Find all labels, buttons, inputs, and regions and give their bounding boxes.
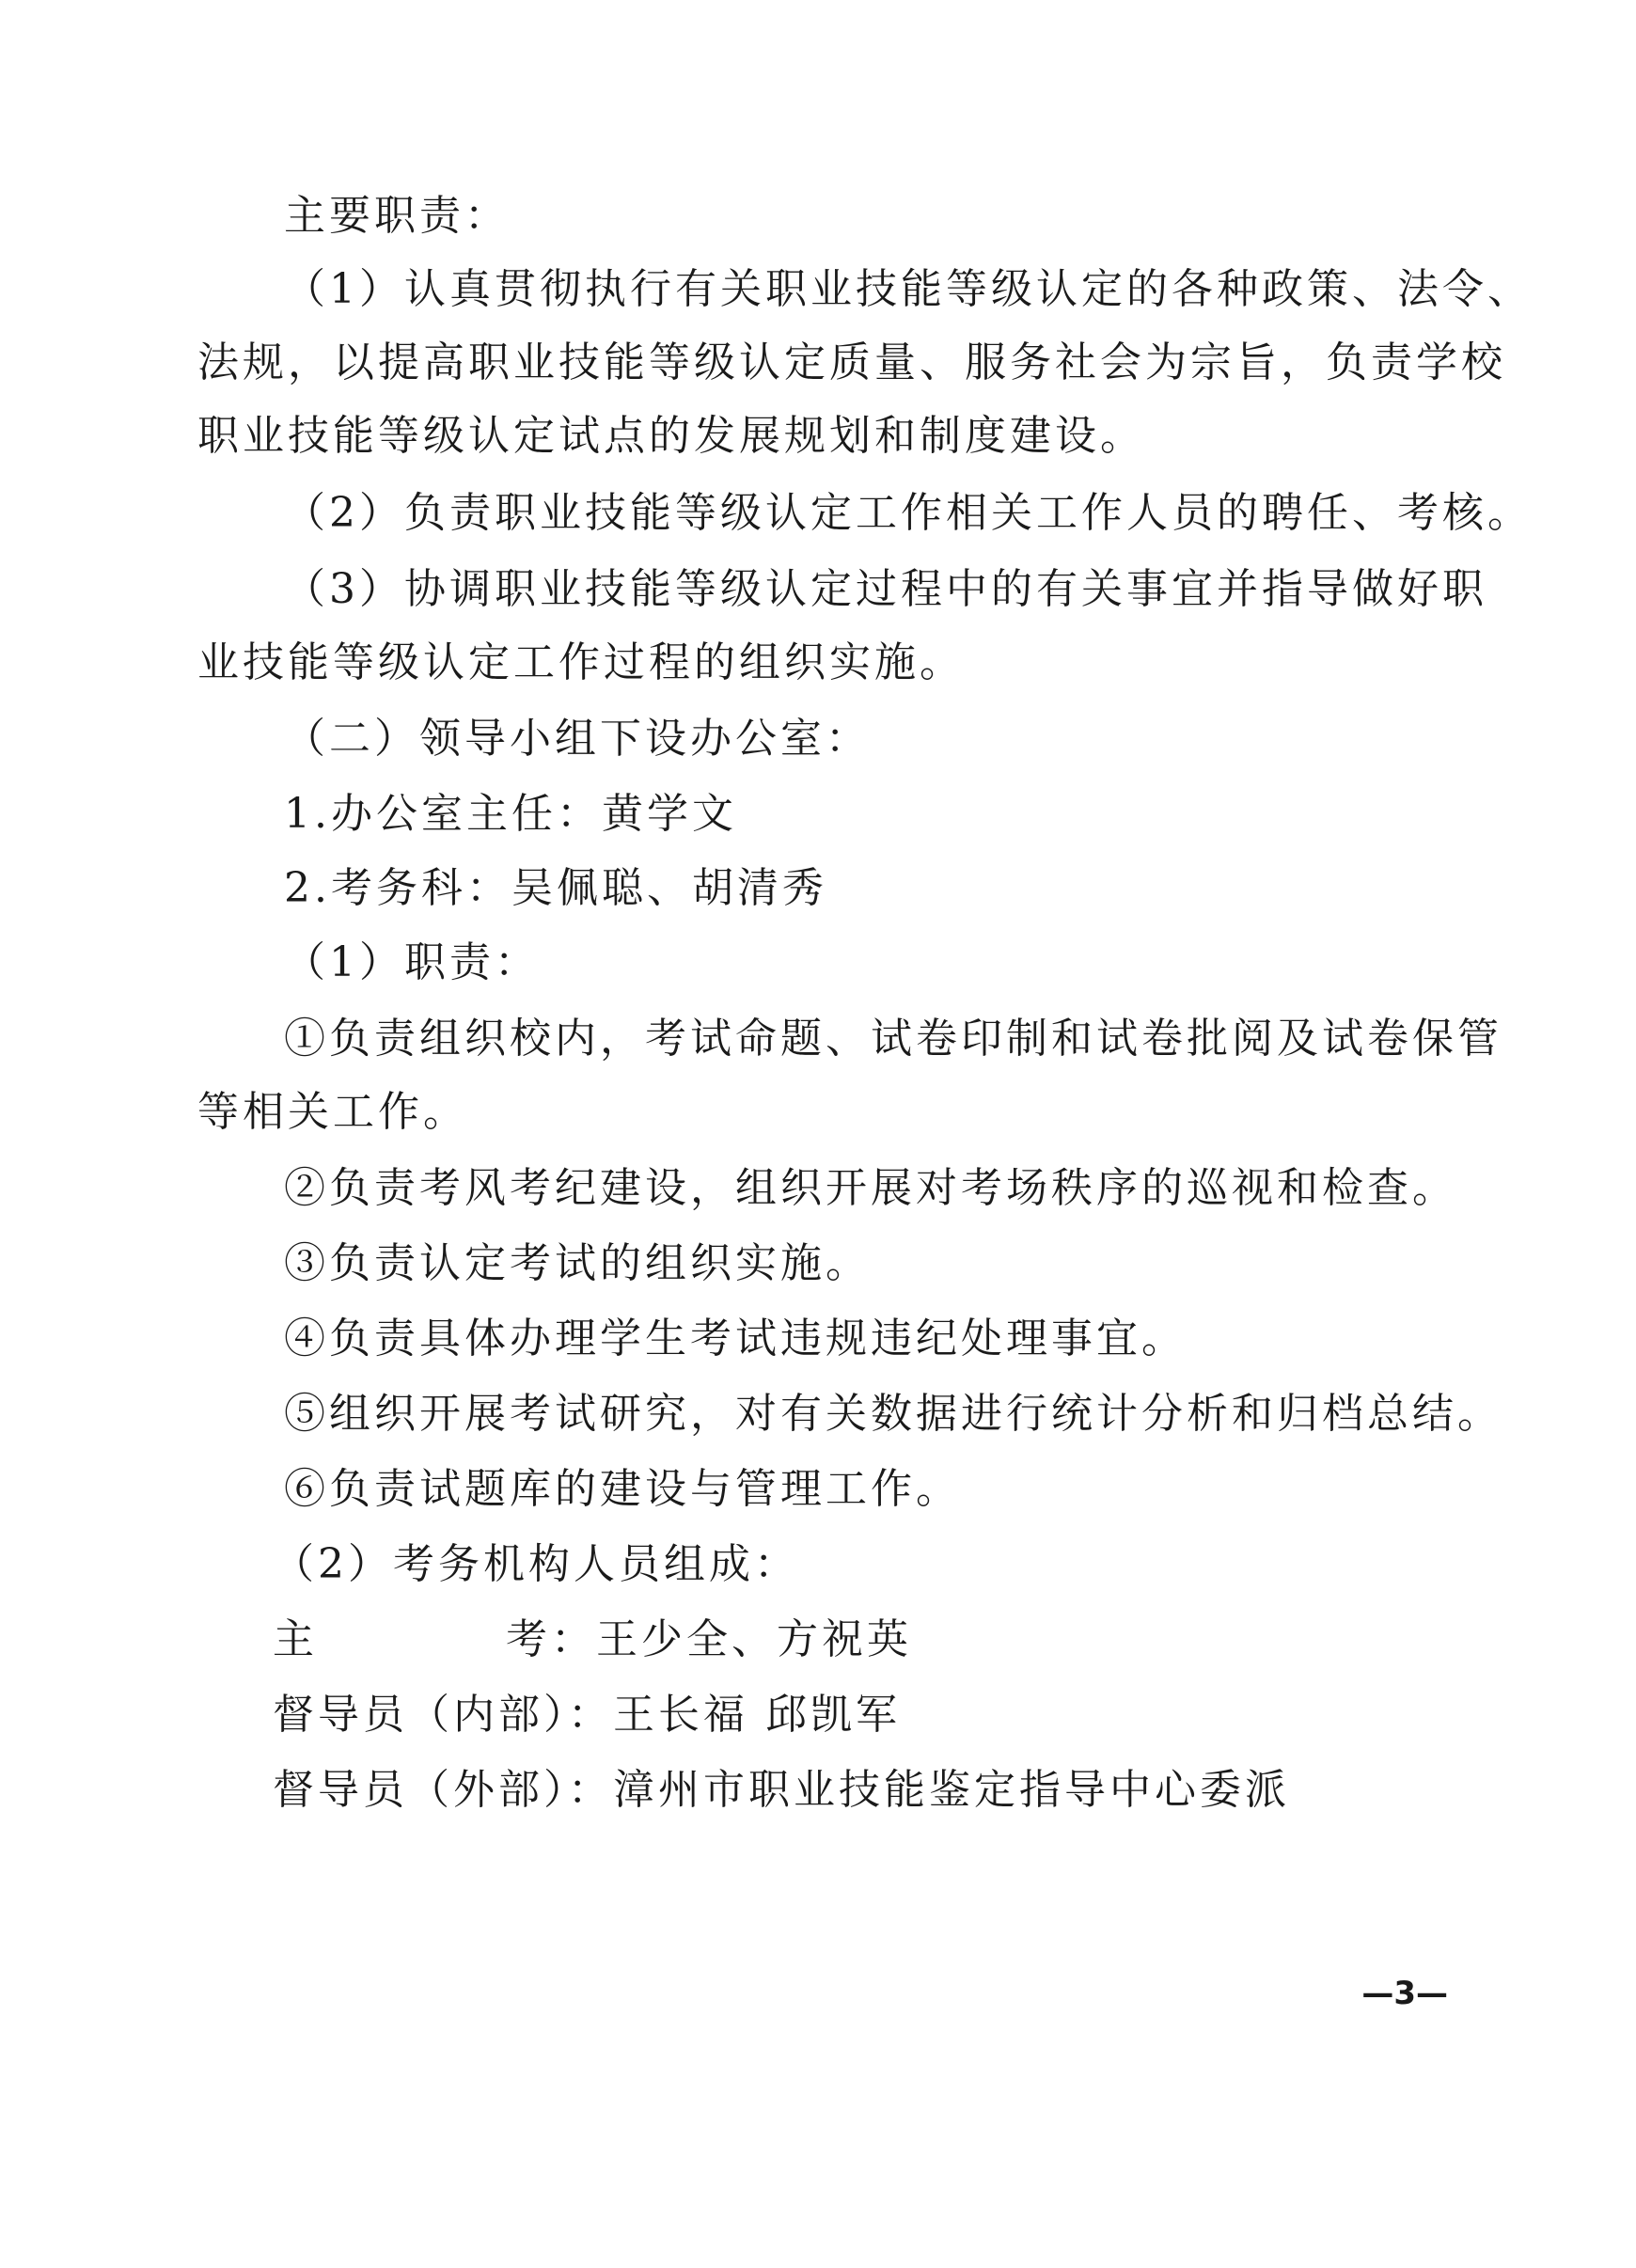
office-director: 1.办公室主任：黄学文 xyxy=(284,790,737,838)
supervisor-external: 督导员（外部）：漳州市职业技能鉴定指导中心委派 xyxy=(273,1766,1290,1814)
duty-1-line-1: （1）认真贯彻执行有关职业技能等级认定的各种政策、法令、 xyxy=(284,265,1533,313)
examiner-label-second: 考： xyxy=(506,1615,596,1663)
office-duty-2: ②负责考风考纪建设，组织开展对考场秩序的巡视和检查。 xyxy=(284,1164,1457,1212)
section-heading-office: （二）领导小组下设办公室： xyxy=(284,715,871,763)
examiner-line xyxy=(0,1612,1636,1668)
office-duty-1-line-2: 等相关工作。 xyxy=(197,1088,468,1136)
supervisor-internal: 督导员（内部）：王长福 邱凯军 xyxy=(273,1691,901,1739)
office-duty-3: ③负责认定考试的组织实施。 xyxy=(284,1239,871,1287)
office-duty-4: ④负责具体办理学生考试违规违纪处理事宜。 xyxy=(284,1315,1187,1362)
duty-1-line-2: 法规，以提高职业技能等级认定质量、服务社会为宗旨，负责学校 xyxy=(197,339,1506,386)
office-duties-heading: （1）职责： xyxy=(284,938,540,986)
duty-3-line-1: （3）协调职业技能等级认定过程中的有关事宜并指导做好职 xyxy=(284,565,1487,613)
exam-affairs-section: 2.考务科：吴佩聪、胡清秀 xyxy=(284,864,827,912)
page-number: —3— xyxy=(1361,1975,1448,2012)
staff-composition-heading: （2）考务机构人员组成： xyxy=(273,1540,799,1588)
duty-1-line-3: 职业技能等级认定试点的发展规划和制度建设。 xyxy=(197,412,1145,460)
examiner-names: 王少全、方祝英 xyxy=(596,1615,912,1663)
office-duty-1-line-1: ①负责组织校内，考试命题、试卷印制和试卷批阅及试卷保管 xyxy=(284,1015,1502,1063)
examiner-label-first: 主 xyxy=(273,1615,318,1663)
duty-2-line-1: （2）负责职业技能等级认定工作相关工作人员的聘任、考核。 xyxy=(284,489,1533,537)
office-duty-5: ⑤组织开展考试研究，对有关数据进行统计分析和归档总结。 xyxy=(284,1390,1502,1438)
section-heading-duties: 主要职责： xyxy=(284,192,510,240)
office-duty-6: ⑥负责试题库的建设与管理工作。 xyxy=(284,1465,961,1513)
duty-3-line-2: 业技能等级认定工作过程的组织实施。 xyxy=(197,638,965,686)
